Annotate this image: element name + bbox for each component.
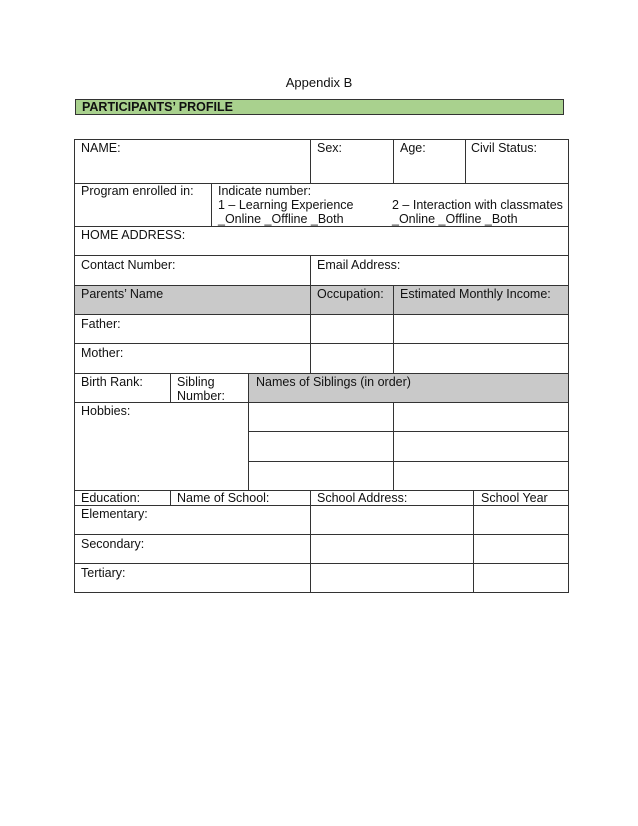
option-learning-experience: 1 – Learning Experience bbox=[218, 198, 354, 212]
email-address-label: Email Address: bbox=[317, 258, 401, 272]
father-label: Father: bbox=[81, 317, 121, 331]
hobbies-label: Hobbies: bbox=[81, 404, 131, 418]
elementary-label: Elementary: bbox=[81, 507, 148, 521]
school-year-label: School Year bbox=[481, 491, 548, 505]
indicate-number-label: Indicate number: bbox=[218, 184, 312, 198]
name-label: NAME: bbox=[81, 141, 121, 155]
names-of-siblings-label: Names of Siblings (in order) bbox=[256, 375, 411, 389]
name-of-school-label: Name of School: bbox=[177, 491, 270, 505]
page-title: Appendix B bbox=[285, 75, 353, 90]
secondary-label: Secondary: bbox=[81, 537, 145, 551]
school-address-label: School Address: bbox=[317, 491, 408, 505]
tertiary-label: Tertiary: bbox=[81, 566, 126, 580]
contact-number-label: Contact Number: bbox=[81, 258, 176, 272]
age-label: Age: bbox=[400, 141, 426, 155]
sibling-number-label-line1: Sibling bbox=[177, 375, 215, 389]
choices-learning: _Online _Offline _Both bbox=[218, 212, 344, 226]
sex-label: Sex: bbox=[317, 141, 343, 155]
option-interaction: 2 – Interaction with classmates bbox=[392, 198, 563, 212]
home-address-label: HOME ADDRESS: bbox=[81, 228, 186, 242]
section-header-label: PARTICIPANTS’ PROFILE bbox=[82, 100, 233, 114]
sibling-number-label-line2: Number: bbox=[177, 389, 225, 403]
occupation-label: Occupation: bbox=[317, 287, 384, 301]
estimated-income-label: Estimated Monthly Income: bbox=[400, 287, 551, 301]
mother-label: Mother: bbox=[81, 346, 124, 360]
birth-rank-label: Birth Rank: bbox=[81, 375, 143, 389]
parents-name-label: Parents’ Name bbox=[81, 287, 164, 301]
education-label: Education: bbox=[81, 491, 141, 505]
choices-interaction: _Online _Offline _Both bbox=[392, 212, 518, 226]
civil-status-label: Civil Status: bbox=[471, 141, 537, 155]
program-enrolled-label: Program enrolled in: bbox=[81, 184, 194, 198]
